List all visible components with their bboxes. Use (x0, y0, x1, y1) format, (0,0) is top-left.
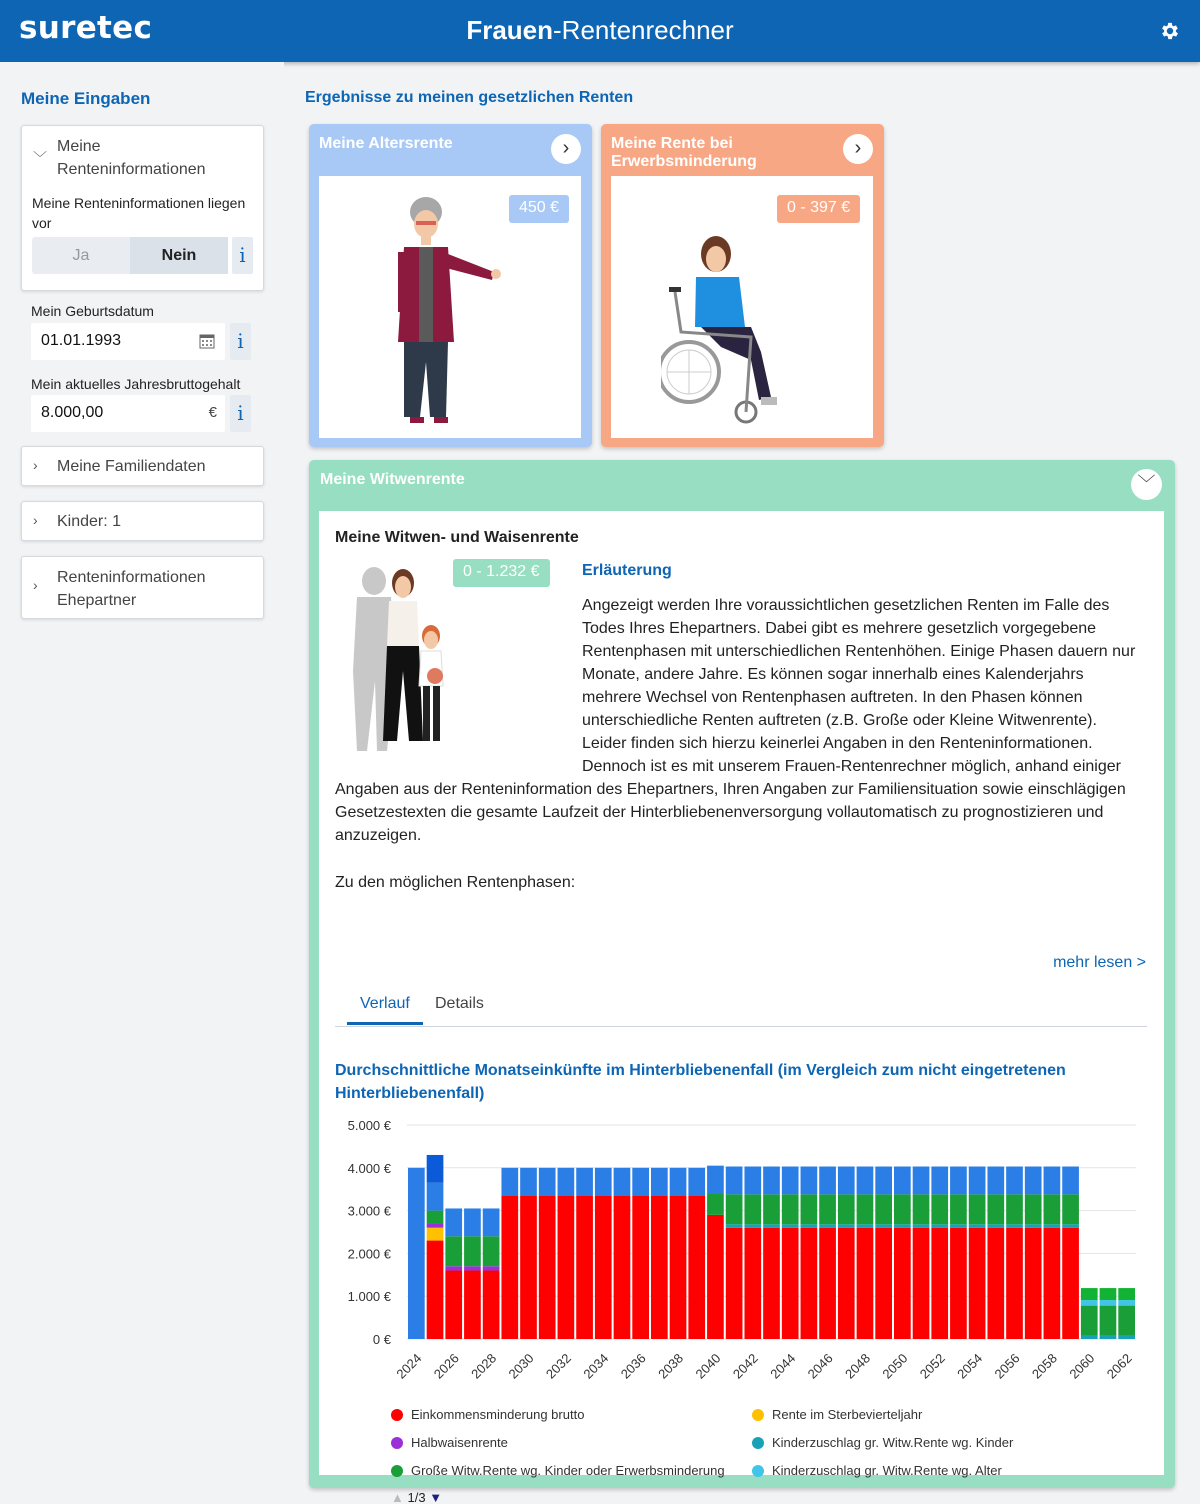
bar-segment (875, 1224, 892, 1227)
legend-dot-icon (391, 1465, 403, 1477)
bar-segment (838, 1224, 855, 1227)
bar-segment (782, 1228, 799, 1339)
bar-segment (782, 1167, 799, 1195)
x-tick-label: 2030 (505, 1350, 537, 1382)
text-line: anzuzeigen. (335, 827, 422, 844)
bar-segment (987, 1194, 1004, 1224)
x-tick-label: 2048 (842, 1350, 874, 1382)
bar-segment (445, 1236, 462, 1266)
partner-label-line2: Ehepartner (57, 592, 137, 609)
bar-segment (427, 1241, 444, 1339)
y-tick-label: 0 € (372, 1332, 391, 1347)
income-chart (319, 1111, 1164, 1411)
mehr-lesen-link[interactable]: mehr lesen > (1053, 954, 1146, 971)
bar-segment (427, 1223, 444, 1227)
x-tick-label: 2038 (655, 1350, 687, 1382)
bar-segment (1062, 1228, 1079, 1339)
legend-item[interactable] (391, 1407, 584, 1422)
info-icon[interactable]: i (230, 323, 251, 360)
legend-item[interactable] (752, 1463, 1002, 1478)
bar-segment (950, 1228, 967, 1339)
bar-segment (894, 1224, 911, 1227)
bar-segment (1100, 1300, 1117, 1306)
bar-segment (688, 1168, 705, 1196)
bar-segment (763, 1194, 780, 1224)
bar-segment (1006, 1167, 1023, 1195)
bar-segment (875, 1167, 892, 1195)
chevron-right-icon: › (33, 512, 38, 528)
chevron-right-icon: › (33, 457, 38, 473)
tab-details[interactable]: Details (435, 995, 484, 1012)
bar-segment (1006, 1224, 1023, 1227)
chevron-right-icon[interactable]: › (843, 134, 873, 164)
currency-unit: € (208, 404, 217, 421)
birthdate-label: Mein Geburtsdatum (31, 303, 154, 319)
tab-verlauf[interactable]: Verlauf (347, 995, 423, 1025)
triangle-down-icon[interactable]: ▼ (429, 1490, 443, 1504)
bar-segment (838, 1228, 855, 1339)
bar-segment (1025, 1194, 1042, 1224)
salary-value: 8.000,00 (41, 404, 104, 421)
bar-segment (707, 1193, 724, 1214)
bar-segment (726, 1224, 743, 1227)
birthdate-input[interactable] (31, 323, 225, 360)
bar-segment (1100, 1306, 1117, 1336)
bar-segment (558, 1168, 575, 1196)
x-tick-label: 2052 (916, 1350, 948, 1382)
legend-label: Kinderzuschlag gr. Witw.Rente wg. Alter (772, 1463, 1002, 1478)
bar-segment (1006, 1194, 1023, 1224)
bar-segment (969, 1228, 986, 1339)
x-tick-label: 2044 (767, 1350, 799, 1382)
results-heading: Ergebnisse zu meinen gesetzlichen Renten (305, 89, 634, 106)
bar-segment (632, 1196, 649, 1339)
bar-segment (913, 1194, 930, 1224)
text-line: Angaben aus der Renteninformation des Ehepartners, Ihren Angaben zur Familiensituation sowie einschlägigen (335, 781, 1126, 798)
bar-segment (427, 1183, 444, 1211)
bar-segment (801, 1224, 818, 1227)
y-tick-label: 5.000 € (347, 1118, 391, 1133)
bar-segment (445, 1266, 462, 1270)
bar-segment (520, 1196, 537, 1339)
kinder-card[interactable] (21, 501, 264, 541)
x-tick-label: 2056 (991, 1350, 1023, 1382)
text-line: Gesetzestexten die gesamte Laufzeit der Hinterbliebenenversorgung vollautomatisch zu prognostizieren und (335, 804, 1104, 821)
bar-segment (819, 1224, 836, 1227)
pager-text: 1/3 (407, 1490, 426, 1504)
bar-segment (726, 1167, 743, 1195)
x-tick-label: 2028 (468, 1350, 500, 1382)
bar-segment (969, 1167, 986, 1195)
bar-segment (483, 1271, 500, 1339)
bar-segment (1062, 1224, 1079, 1227)
partner-label (57, 566, 206, 612)
bar-segment (950, 1194, 967, 1224)
erwerbsminderung-panel (611, 176, 873, 438)
gear-icon[interactable] (1159, 20, 1181, 42)
y-tick-label: 2.000 € (347, 1246, 391, 1262)
x-tick-label: 2026 (430, 1350, 462, 1382)
renteninfo-card (21, 125, 264, 291)
bar-segment (763, 1167, 780, 1195)
legend-item[interactable] (752, 1407, 922, 1422)
bar-segment (875, 1194, 892, 1224)
bar-segment (819, 1228, 836, 1339)
salary-input[interactable] (31, 395, 225, 432)
witwenrente-amount: 0 - 1.232 € (453, 559, 550, 587)
bar-segment (857, 1167, 874, 1195)
bar-segment (427, 1228, 444, 1241)
bar-segment (894, 1167, 911, 1195)
renteninfo-question: Meine Renteninformationen liegen vor (32, 195, 246, 231)
legend-label: Kinderzuschlag gr. Witw.Rente wg. Kinder (772, 1435, 1014, 1450)
bar-segment (464, 1208, 481, 1236)
chevron-down-icon[interactable]: ﹀ (33, 150, 47, 166)
bar-segment (1025, 1167, 1042, 1195)
legend-dot-icon (391, 1437, 403, 1449)
bar-segment (427, 1155, 444, 1183)
legend-label: Einkommensminderung brutto (411, 1407, 585, 1422)
bar-segment (913, 1224, 930, 1227)
bar-segment (726, 1228, 743, 1339)
bar-segment (782, 1194, 799, 1224)
bar-segment (651, 1168, 668, 1196)
bar-segment (1081, 1336, 1098, 1339)
x-tick-label: 2058 (1028, 1350, 1061, 1382)
erlaeuterung-text-bottom (335, 778, 1147, 847)
bar-segment (819, 1167, 836, 1195)
erlaeuterung-heading: Erläuterung (582, 562, 672, 579)
rentenphasen-text: Zu den möglichen Rentenphasen: (335, 874, 576, 891)
text-line: unterschiedliche Renten auftreten (z.B. Große oder Kleine Witwenrente). (582, 712, 1097, 729)
chevron-right-icon[interactable]: › (551, 134, 581, 164)
bar-segment (819, 1194, 836, 1224)
erwerbsminderung-title-line2: Erwerbsminderung (611, 153, 757, 170)
bar-segment (763, 1224, 780, 1227)
legend-dot-icon (752, 1409, 764, 1421)
erwerbsminderung-title-line1: Meine Rente bei (611, 135, 733, 152)
salary-label: Mein aktuelles Jahresbruttogehalt (31, 376, 241, 392)
app-title-bold: Frauen (466, 15, 554, 45)
x-tick-label: 2046 (804, 1350, 836, 1382)
y-tick-label: 1.000 € (347, 1289, 391, 1305)
renteninfo-title-line1: Meine (57, 138, 101, 155)
bar-segment (632, 1168, 649, 1196)
option-ja[interactable]: Ja (72, 246, 90, 264)
bar-segment (801, 1194, 818, 1224)
bar-segment (726, 1194, 743, 1224)
bar-segment (987, 1167, 1004, 1195)
wheelchair-illustration (661, 232, 811, 432)
info-icon[interactable]: i (230, 395, 251, 432)
bar-segment (1044, 1167, 1061, 1195)
bar-segment (408, 1168, 425, 1339)
bar-segment (950, 1224, 967, 1227)
app-header (0, 0, 1200, 62)
bar-segment (576, 1168, 593, 1196)
bar-segment (744, 1167, 761, 1195)
tab-bar (335, 993, 1147, 1027)
bar-segment (894, 1228, 911, 1339)
bar-segment (539, 1168, 556, 1196)
bar-segment (931, 1228, 948, 1339)
bar-segment (464, 1236, 481, 1266)
bar-segment (576, 1196, 593, 1339)
bar-segment (688, 1196, 705, 1339)
bar-segment (501, 1168, 518, 1196)
triangle-up-icon[interactable]: ▲ (391, 1490, 404, 1504)
altersrente-card[interactable] (309, 124, 592, 447)
familiendaten-label: Meine Familiendaten (57, 458, 206, 475)
bar-segment (464, 1266, 481, 1270)
y-tick-label: 4.000 € (347, 1160, 391, 1176)
bar-segment (987, 1224, 1004, 1227)
bar-segment (1118, 1288, 1135, 1300)
erwerbsminderung-title (611, 135, 757, 171)
bar-segment (558, 1196, 575, 1339)
bar-segment (950, 1167, 967, 1195)
bar-segment (595, 1168, 612, 1196)
bar-segment (1118, 1306, 1135, 1336)
bar-segment (1044, 1194, 1061, 1224)
option-nein[interactable]: Nein (130, 237, 228, 274)
legend-label: Rente im Sterbevierteljahr (772, 1407, 923, 1422)
family-illustration (339, 561, 469, 761)
erwerbsminderung-card[interactable] (601, 124, 884, 447)
bar-segment (969, 1194, 986, 1224)
bar-segment (801, 1228, 818, 1339)
erlaeuterung-text-top (582, 594, 1147, 778)
bar-segment (744, 1224, 761, 1227)
x-tick-label: 2054 (954, 1350, 986, 1382)
bar-segment (857, 1194, 874, 1224)
x-tick-label: 2050 (879, 1350, 911, 1382)
bar-segment (483, 1208, 500, 1236)
bar-segment (744, 1194, 761, 1224)
bar-segment (707, 1166, 724, 1194)
bar-segment (483, 1236, 500, 1266)
x-tick-label: 2034 (580, 1350, 612, 1382)
app-title (0, 15, 1200, 46)
bar-segment (931, 1224, 948, 1227)
info-icon[interactable]: i (232, 237, 253, 274)
bar-segment (707, 1215, 724, 1339)
bar-segment (1006, 1228, 1023, 1339)
bar-segment (1062, 1194, 1079, 1224)
text-line: Angezeigt werden Ihre voraussichtlichen gesetzlichen Renten im Falle des (582, 597, 1110, 614)
bar-segment (857, 1224, 874, 1227)
bar-segment (1062, 1167, 1079, 1195)
partner-card[interactable] (21, 556, 264, 619)
bar-segment (969, 1224, 986, 1227)
bar-segment (763, 1228, 780, 1339)
x-tick-label: 2040 (692, 1350, 724, 1382)
bar-segment (670, 1168, 687, 1196)
witwenrente-card (309, 460, 1175, 1504)
witwenrente-subtitle: Meine Witwen- und Waisenrente (335, 529, 579, 546)
bar-segment (1118, 1336, 1135, 1339)
renteninfo-title[interactable] (57, 135, 206, 181)
bar-segment (1044, 1228, 1061, 1339)
bar-segment (1025, 1224, 1042, 1227)
text-line: Todes Ihres Ehepartners. Dabei gibt es mehrere gesetzlich vorgegebene (582, 620, 1097, 637)
familiendaten-card[interactable] (21, 446, 264, 486)
erwerbsminderung-amount: 0 - 397 € (777, 195, 860, 223)
legend-dot-icon (391, 1409, 403, 1421)
bar-segment (427, 1211, 444, 1224)
bar-segment (1044, 1224, 1061, 1227)
bar-segment (1100, 1288, 1117, 1300)
bar-segment (445, 1208, 462, 1236)
bar-segment (744, 1228, 761, 1339)
text-line: Leider finden sich hierzu keinerlei Angaben in den Renteninformationen. (582, 735, 1093, 752)
text-line: mehrere Wechsel von Rentenphasen auftreten. In den Phasen können (582, 689, 1083, 706)
renteninfo-toggle (32, 237, 228, 274)
text-line: Rentenphasen mit unterschiedlichen Rentenhöhen. Einige Phasen dauern nur (582, 643, 1136, 660)
x-tick-label: 2042 (729, 1350, 761, 1382)
app-title-rest: -Rentenrechner (553, 15, 734, 45)
x-tick-label: 2060 (1066, 1350, 1098, 1382)
legend-dot-icon (752, 1437, 764, 1449)
bar-segment (894, 1194, 911, 1224)
bar-segment (838, 1194, 855, 1224)
birthdate-value: 01.01.1993 (41, 332, 122, 349)
bar-segment (875, 1228, 892, 1339)
bar-segment (539, 1196, 556, 1339)
bar-segment (1081, 1306, 1098, 1336)
bar-segment (838, 1167, 855, 1195)
bar-segment (1025, 1228, 1042, 1339)
bar-segment (445, 1271, 462, 1339)
bar-segment (1081, 1300, 1098, 1306)
altersrente-amount: 450 € (509, 195, 569, 223)
text-line: Dennoch ist es mit unserem Frauen-Rentenrechner möglich, anhand einiger (582, 758, 1121, 775)
bar-segment (614, 1196, 631, 1339)
grandmother-illustration (374, 192, 514, 432)
bar-segment (801, 1167, 818, 1195)
bar-segment (483, 1266, 500, 1270)
calendar-icon[interactable] (199, 333, 215, 349)
chevron-right-icon: › (33, 577, 38, 593)
bar-segment (1118, 1300, 1135, 1306)
legend-item[interactable] (391, 1463, 725, 1478)
bar-segment (520, 1168, 537, 1196)
sidebar (0, 62, 284, 1504)
bar-segment (651, 1196, 668, 1339)
bar-segment (501, 1196, 518, 1339)
bar-segment (614, 1168, 631, 1196)
altersrente-panel (319, 176, 581, 438)
renteninfo-title-line2: Renteninformationen (57, 161, 206, 178)
witwenrente-title: Meine Witwenrente (320, 471, 465, 488)
legend-item[interactable] (391, 1435, 508, 1450)
bar-segment (782, 1224, 799, 1227)
bar-segment (987, 1228, 1004, 1339)
chart-title: Durchschnittliche Monatseinkünfte im Hinterbliebenenfall (im Vergleich zum nicht eingetretenen Hinterbliebenenfall) (335, 1062, 1066, 1102)
bar-segment (595, 1196, 612, 1339)
legend-label: Große Witw.Rente wg. Kinder oder Erwerbsminderung (411, 1463, 725, 1478)
text-line: Monate, andere Jahre. Es können sogar innerhalb eines Kalenderjahrs (582, 666, 1084, 683)
bar-segment (931, 1167, 948, 1195)
bar-segment (670, 1196, 687, 1339)
x-tick-label: 2036 (617, 1350, 649, 1382)
x-tick-label: 2062 (1103, 1350, 1135, 1382)
y-tick-label: 3.000 € (347, 1203, 391, 1219)
altersrente-title: Meine Altersrente (319, 135, 453, 152)
x-tick-label: 2032 (542, 1350, 575, 1382)
bar-segment (1100, 1336, 1117, 1339)
bar-segment (1081, 1288, 1098, 1300)
legend-pager (391, 1490, 442, 1504)
chevron-down-icon[interactable]: ﹀ (1131, 469, 1162, 500)
sidebar-heading: Meine Eingaben (21, 89, 151, 108)
kinder-label: Kinder: 1 (57, 513, 122, 530)
legend-item[interactable] (752, 1435, 1013, 1450)
witwenrente-panel (319, 511, 1164, 1504)
x-tick-label: 2024 (393, 1350, 425, 1382)
suretec-logo[interactable]: suretec (19, 10, 153, 46)
bar-segment (913, 1167, 930, 1195)
bar-segment (931, 1194, 948, 1224)
legend-label: Halbwaisenrente (411, 1435, 508, 1450)
bar-segment (913, 1228, 930, 1339)
partner-label-line1: Renteninformationen (57, 569, 206, 586)
bar-segment (464, 1271, 481, 1339)
legend-dot-icon (752, 1465, 764, 1477)
bar-segment (857, 1228, 874, 1339)
